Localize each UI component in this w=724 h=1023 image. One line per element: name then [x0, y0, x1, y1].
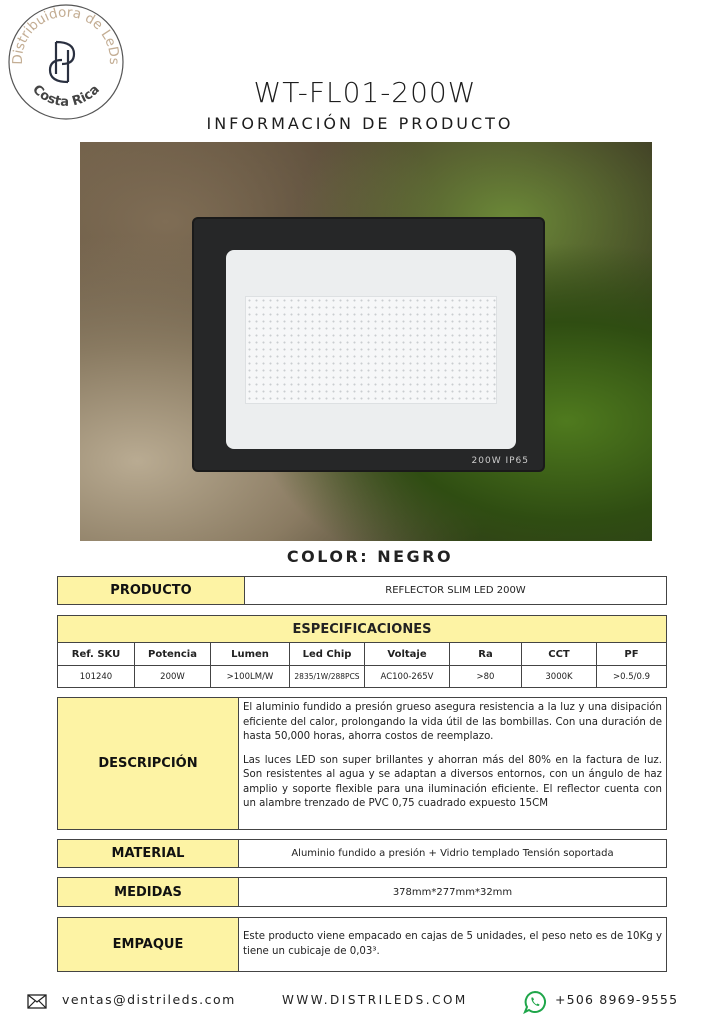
- descripcion-label: DESCRIPCIÓN: [58, 698, 239, 829]
- spec-header: PF: [596, 643, 666, 665]
- spec-value: >100LM/W: [210, 666, 289, 687]
- whatsapp-icon: [523, 990, 547, 1014]
- descripcion-paragraph-1: El aluminio fundido a presión grueso asegura resistencia a la luz y una disipación eficiente del calor, prolongando la vida útil de las bombillas. Con una duración de hasta 50,000 horas, ahorra costos de reemplazo.: [243, 702, 662, 742]
- spec-header: Potencia: [134, 643, 210, 665]
- page-subtitle: INFORMACIÓN DE PRODUCTO: [206, 114, 514, 133]
- spec-header: Ref. SKU: [71, 648, 121, 660]
- material-value: Aluminio fundido a presión + Vidrio templado Tensión soportada: [291, 848, 614, 859]
- medidas-value: 378mm*277mm*32mm: [392, 886, 513, 898]
- spec-header: Lumen: [210, 643, 289, 665]
- spec-value: >80: [449, 666, 521, 687]
- specs-table: [57, 615, 667, 688]
- email-link[interactable]: ventas@distrileds.com: [62, 992, 236, 1007]
- descripcion-paragraph-2: Las luces LED son super brillantes y ahorran más del 80% en la factura de luz. Son resistentes al agua y se adaptan a diversos entornos, con un ángulo de haz amplio y soporte flexible para una iluminación eficiente. El reflector cuenta con un alambre trenzado de PVC 0,75 cuadrado expuesto 15CM: [243, 754, 662, 809]
- mail-icon: [27, 994, 47, 1009]
- svg-text:Distribuidora de LeDs: Distribuidora de LeDs: [9, 4, 123, 65]
- descripcion-row: [57, 697, 667, 830]
- product-photo: [80, 142, 652, 541]
- specs-value-row: [58, 665, 666, 687]
- led-array: [245, 296, 497, 404]
- producto-value: REFLECTOR SLIM LED 200W: [385, 585, 526, 596]
- material-label: MATERIAL: [58, 840, 239, 867]
- color-label: COLOR: NEGRO: [286, 547, 454, 566]
- specs-header-row: [58, 643, 666, 665]
- product-code-title: WT-FL01-200W: [253, 76, 477, 109]
- spec-header: CCT: [521, 643, 596, 665]
- website-link[interactable]: WWW.DISTRILEDS.COM: [282, 993, 468, 1007]
- floodlight-fixture: [192, 217, 545, 472]
- spec-header: Voltaje: [364, 643, 449, 665]
- specs-title: ESPECIFICACIONES: [58, 616, 666, 643]
- spec-value: >0.5/0.9: [596, 666, 666, 687]
- spec-value: 101240: [79, 671, 113, 682]
- empaque-value: Este producto viene empacado en cajas de 5 unidades, el peso neto es de 10Kg y tiene un cubicaje de 0,03³.: [243, 931, 662, 957]
- spec-header: Led Chip: [289, 643, 364, 665]
- medidas-row: [57, 877, 667, 907]
- producto-label: PRODUCTO: [58, 577, 245, 604]
- medidas-label: MEDIDAS: [58, 878, 239, 906]
- producto-row: [57, 576, 667, 605]
- empaque-row: [57, 917, 667, 972]
- svg-text:Costa Rica: Costa Rica: [29, 82, 103, 110]
- spec-header: Ra: [449, 643, 521, 665]
- spec-value: 200W: [134, 666, 210, 687]
- spec-value: 2835/1W/288PCS: [289, 666, 364, 687]
- fixture-rating-label: 200W IP65: [471, 456, 529, 466]
- spec-value: 3000K: [521, 666, 596, 687]
- spec-value: AC100-265V: [364, 666, 449, 687]
- footer: [0, 990, 724, 1014]
- reflector-panel: [226, 250, 516, 449]
- phone-number[interactable]: +506 8969-9555: [555, 992, 679, 1007]
- material-row: [57, 839, 667, 868]
- empaque-label: EMPAQUE: [58, 918, 239, 971]
